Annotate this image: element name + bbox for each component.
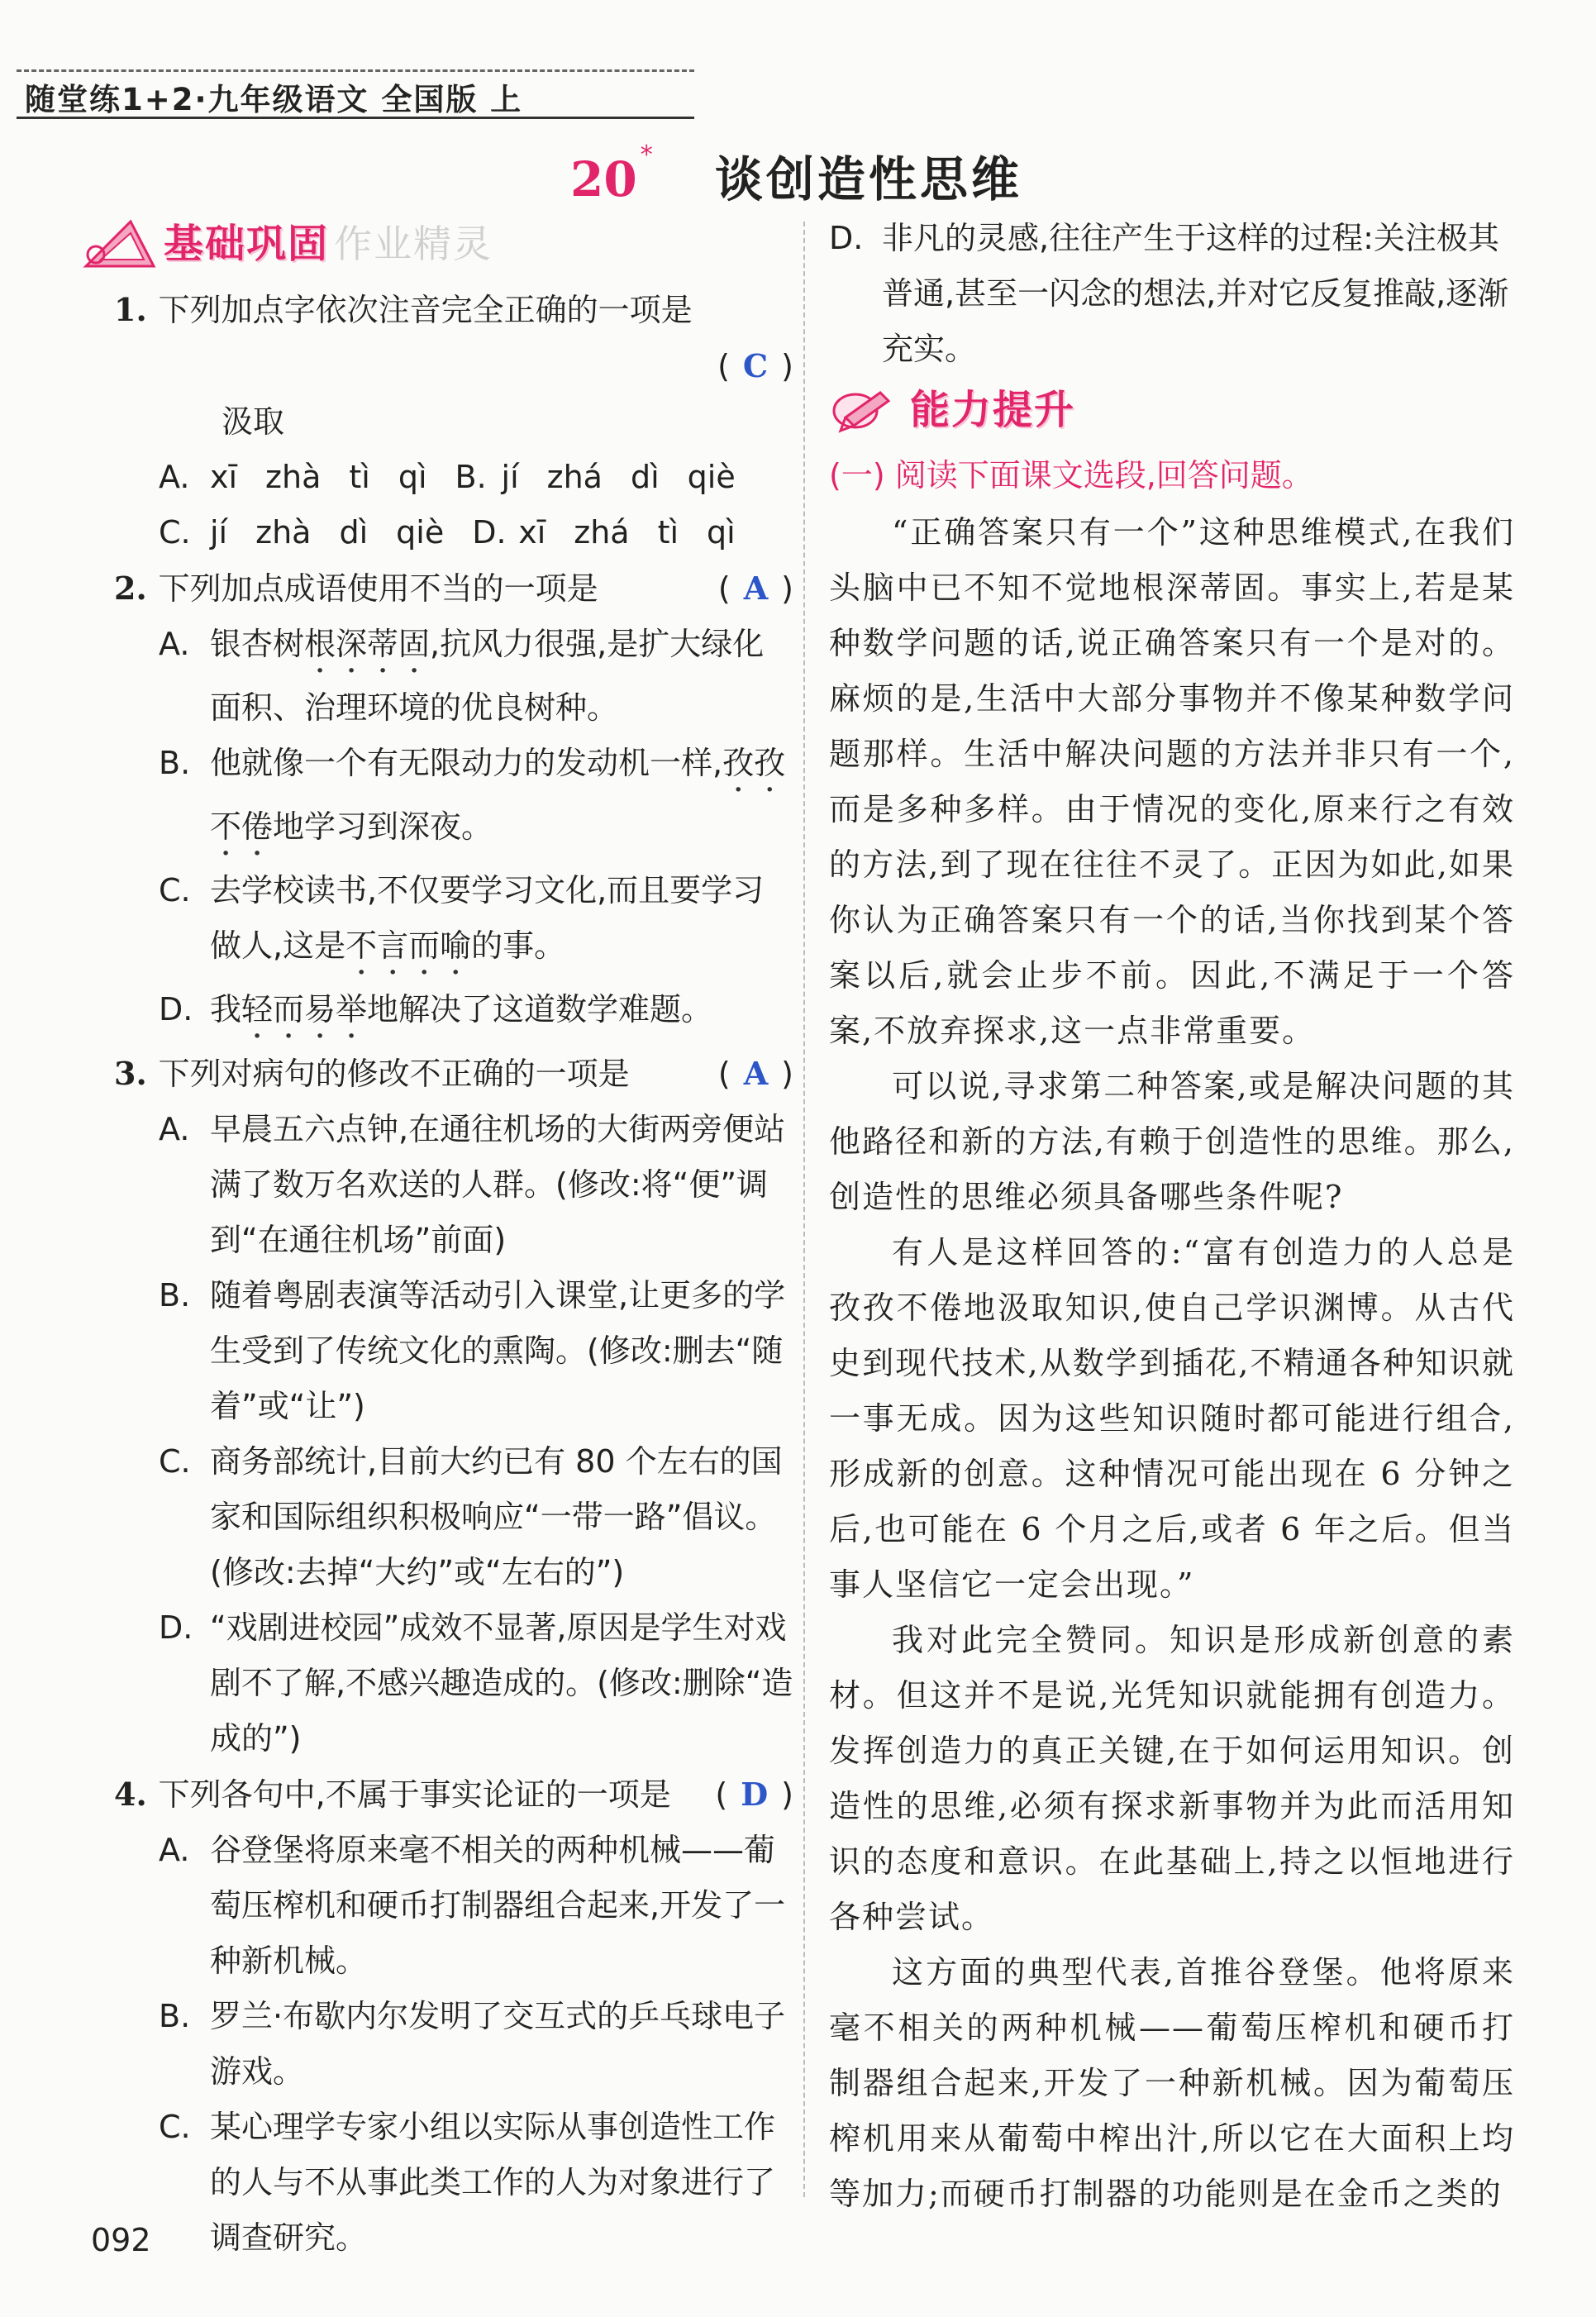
pinyin: qiè: [687, 459, 736, 495]
pinyin: tì: [657, 514, 679, 551]
option-b: [134, 736, 793, 863]
option-c: [134, 1434, 793, 1600]
pinyin: jí: [210, 514, 228, 551]
word-list: 汲取: [222, 403, 285, 440]
option-tag: B.: [159, 1277, 191, 1313]
lesson-number: 20: [570, 151, 637, 207]
answer-letter: A: [743, 1055, 769, 1092]
dotted-idiom: 根深蒂固: [304, 626, 431, 662]
pinyin-options-ab: [83, 450, 793, 505]
option-text: ,抗风力很强,是扩大绿化面积、治理环境的优良树种。: [210, 626, 765, 726]
pinyin: xī: [518, 514, 546, 551]
option-tag: B.: [159, 1998, 191, 2034]
answer-letter: D: [741, 1776, 769, 1813]
pinyin-options-cd: [83, 505, 793, 560]
answer-bracket: ( A ): [717, 570, 793, 607]
option-text: 的事。: [471, 927, 566, 964]
q4-option-d: [829, 211, 1515, 377]
option-tag: D.: [472, 514, 507, 551]
option-tag: A.: [159, 459, 190, 495]
question-number: 2.: [114, 570, 147, 607]
option-text: 谷登堡将原来毫不相关的两种机械——葡萄压榨机和硬币打制器组合起来,开发了一种新机械。: [210, 1832, 786, 1979]
option-d: [134, 982, 793, 1046]
option-text: 地学习到深夜。: [273, 808, 493, 845]
pinyin: qiè: [396, 514, 445, 551]
dotted-idiom: 孜孜不倦: [210, 745, 786, 845]
header-solid-rule: [17, 117, 694, 119]
question-4: [83, 1766, 793, 2266]
option-tag: A.: [159, 1111, 190, 1147]
page-number: 092: [91, 2222, 151, 2258]
dotted-idiom: 不言而喻: [345, 927, 472, 964]
question-text: 下列加点字依次注音完全正确的一项是: [158, 292, 693, 328]
option-tag: C.: [159, 2109, 191, 2145]
option-text: 地解决了这道数学难题。: [367, 991, 713, 1027]
option-d: [134, 1600, 793, 1766]
section-basic-label: 基础巩固: [164, 220, 330, 267]
option-text: 去学校读书,不仅要学习文化,而且要学习做人,这是: [210, 872, 765, 964]
answer-letter: C: [742, 347, 769, 384]
answer-bracket: ( A ): [717, 1055, 793, 1092]
option-text: 罗兰·布歇内尔发明了交互式的乒乓球电子游戏。: [210, 1998, 786, 2090]
option-a: [134, 1823, 793, 1989]
lesson-star: *: [640, 141, 653, 169]
option-text: “戏剧进校园”成效不显著,原因是学生对戏剧不了解,不感兴趣造成的。(修改:删除“造成的”): [210, 1609, 793, 1757]
passage-paragraph: 可以说,寻求第二种答案,或是解决问题的其他路径和新的方法,有赖于创造性的思维。那么,创造性的思维必须具备哪些条件呢?: [829, 1068, 1515, 1215]
question-text: 下列对病句的修改不正确的一项是: [158, 1056, 630, 1092]
option-tag: C.: [159, 514, 191, 551]
question-number: 3.: [114, 1055, 147, 1092]
passage-paragraph: 我对此完全赞同。知识是形成新创意的素材。但这并不是说,光凭知识就能拥有创造力。发挥创造力的真正关键,在于如何运用知识。创造性的思维,必须有探求新事物并为此而活用知识的态度和意识。在此基础上,持之以恒地进行各种尝试。: [829, 1622, 1515, 1935]
section-ability: [829, 377, 1515, 443]
question-number: 1.: [114, 291, 147, 328]
option-c: [134, 863, 793, 982]
option-text: 他就像一个有无限动力的发动机一样,: [210, 745, 723, 781]
column-divider: [803, 222, 805, 2197]
question-text: 下列各句中,不属于事实论证的一项是: [158, 1776, 671, 1813]
passage-paragraph: 有人是这样回答的:“富有创造力的人总是孜孜不倦地汲取知识,使自己学识渊博。从古代史到现代技术,从数学到插花,不精通各种知识就一事无成。因为这些知识随时都可能进行组合,形成新的创意。这种情况可能出现在 6 分钟之后,也可能在 6 个月之后,或者 6 年之后。但当事人坚信它一定会出现。”: [829, 1234, 1515, 1603]
option-text: 非凡的灵感,往往产生于这样的过程:关注极其普通,甚至一闪念的想法,并对它反复推敲,逐渐充实。: [882, 220, 1509, 367]
reading-subheading: (一) 阅读下面课文选段,回答问题。: [829, 457, 1313, 493]
pinyin: jí: [501, 459, 519, 495]
pinyin: xī: [210, 459, 238, 495]
answer-letter: A: [743, 570, 769, 607]
option-text: 某心理学专家小组以实际从事创造性工作的人与不从事此类工作的人为对象进行了调查研究。: [210, 2109, 776, 2256]
running-header: [17, 69, 694, 119]
option-tag: C.: [159, 1443, 191, 1480]
passage-paragraph: 这方面的典型代表,首推谷登堡。他将原来毫不相关的两种机械——葡萄压榨机和硬币打制器组合起来,开发了一种新机械。因为葡萄压榨机用来从葡萄中榨出汁,所以它在大面积上均等加力;而硬币打制器的功能则是在金币之类的: [829, 1954, 1515, 2212]
question-number: 4.: [114, 1776, 147, 1813]
section-ability-label: 能力提升: [910, 386, 1076, 433]
watermark-text: 作业精灵: [334, 221, 493, 266]
option-c: [134, 2100, 793, 2266]
answer-bracket: ( C ): [717, 347, 793, 384]
right-column: [829, 211, 1515, 2222]
option-tag: D.: [829, 220, 864, 256]
pinyin: dì: [339, 514, 369, 551]
option-text: 银杏树: [210, 626, 305, 662]
ruler-icon: [83, 218, 157, 269]
passage-paragraph: “正确答案只有一个”这种思维模式,在我们头脑中已不知不觉地根深蒂固。事实上,若是某种数学问题的话,说正确答案只有一个是对的。麻烦的是,生活中大部分事物并不像某种数学问题那样。生活中解决问题的方法并非只有一个,而是多种多样。由于情况的变化,原来行之有效的方法,到了现在往往不灵了。正因为如此,如果你认为正确答案只有一个的话,当你找到某个答案以后,就会止步不前。因此,不满足于一个答案,不放弃探求,这一点非常重要。: [829, 514, 1515, 1049]
pinyin: zhà: [255, 514, 312, 551]
question-text: 下列加点成语使用不当的一项是: [158, 570, 598, 607]
question-1: [83, 282, 793, 560]
series-title: 随堂练1+2·九年级语文 全国版 上: [25, 82, 523, 117]
option-tag: B.: [455, 459, 487, 495]
pencil-icon: [829, 384, 903, 436]
pinyin: tì: [349, 459, 370, 495]
option-tag: A.: [159, 626, 190, 662]
option-a: [134, 1102, 793, 1268]
option-a: [134, 617, 793, 736]
pinyin: zhà: [265, 459, 322, 495]
option-tag: A.: [159, 1832, 190, 1868]
dotted-idiom: 轻而易举: [241, 991, 368, 1027]
answer-bracket: ( D ): [715, 1776, 793, 1813]
header-dashed-rule: [17, 69, 694, 72]
lesson-title-row: [570, 141, 1022, 210]
question-3: [83, 1046, 793, 1766]
pinyin: qì: [707, 514, 736, 551]
section-basic: [83, 211, 793, 277]
option-b: [134, 1989, 793, 2100]
option-tag: D.: [159, 991, 193, 1027]
option-tag: C.: [159, 872, 191, 908]
lesson-title: 谈创造性思维: [714, 151, 1022, 207]
pinyin: zhá: [546, 459, 603, 495]
option-tag: B.: [159, 745, 191, 781]
question-2: [83, 560, 793, 1046]
left-column: [83, 211, 793, 2266]
option-text: 商务部统计,目前大约已有 80 个左右的国家和国际组织积极响应“一带一路”倡议。(修改:去掉“大约”或“左右的”): [210, 1443, 783, 1590]
pinyin: qì: [398, 459, 427, 495]
option-text: 早晨五六点钟,在通往机场的大街两旁便站满了数万名欢送的人群。(修改:将“便”调到“在通往机场”前面): [210, 1111, 786, 1258]
option-text: 我: [210, 991, 242, 1027]
option-b: [134, 1268, 793, 1434]
option-text: 随着粤剧表演等活动引入课堂,让更多的学生受到了传统文化的熏陶。(修改:删去“随着”或“让”): [210, 1277, 786, 1424]
pinyin: zhá: [574, 514, 630, 551]
option-tag: D.: [159, 1609, 193, 1646]
pinyin: dì: [630, 459, 660, 495]
